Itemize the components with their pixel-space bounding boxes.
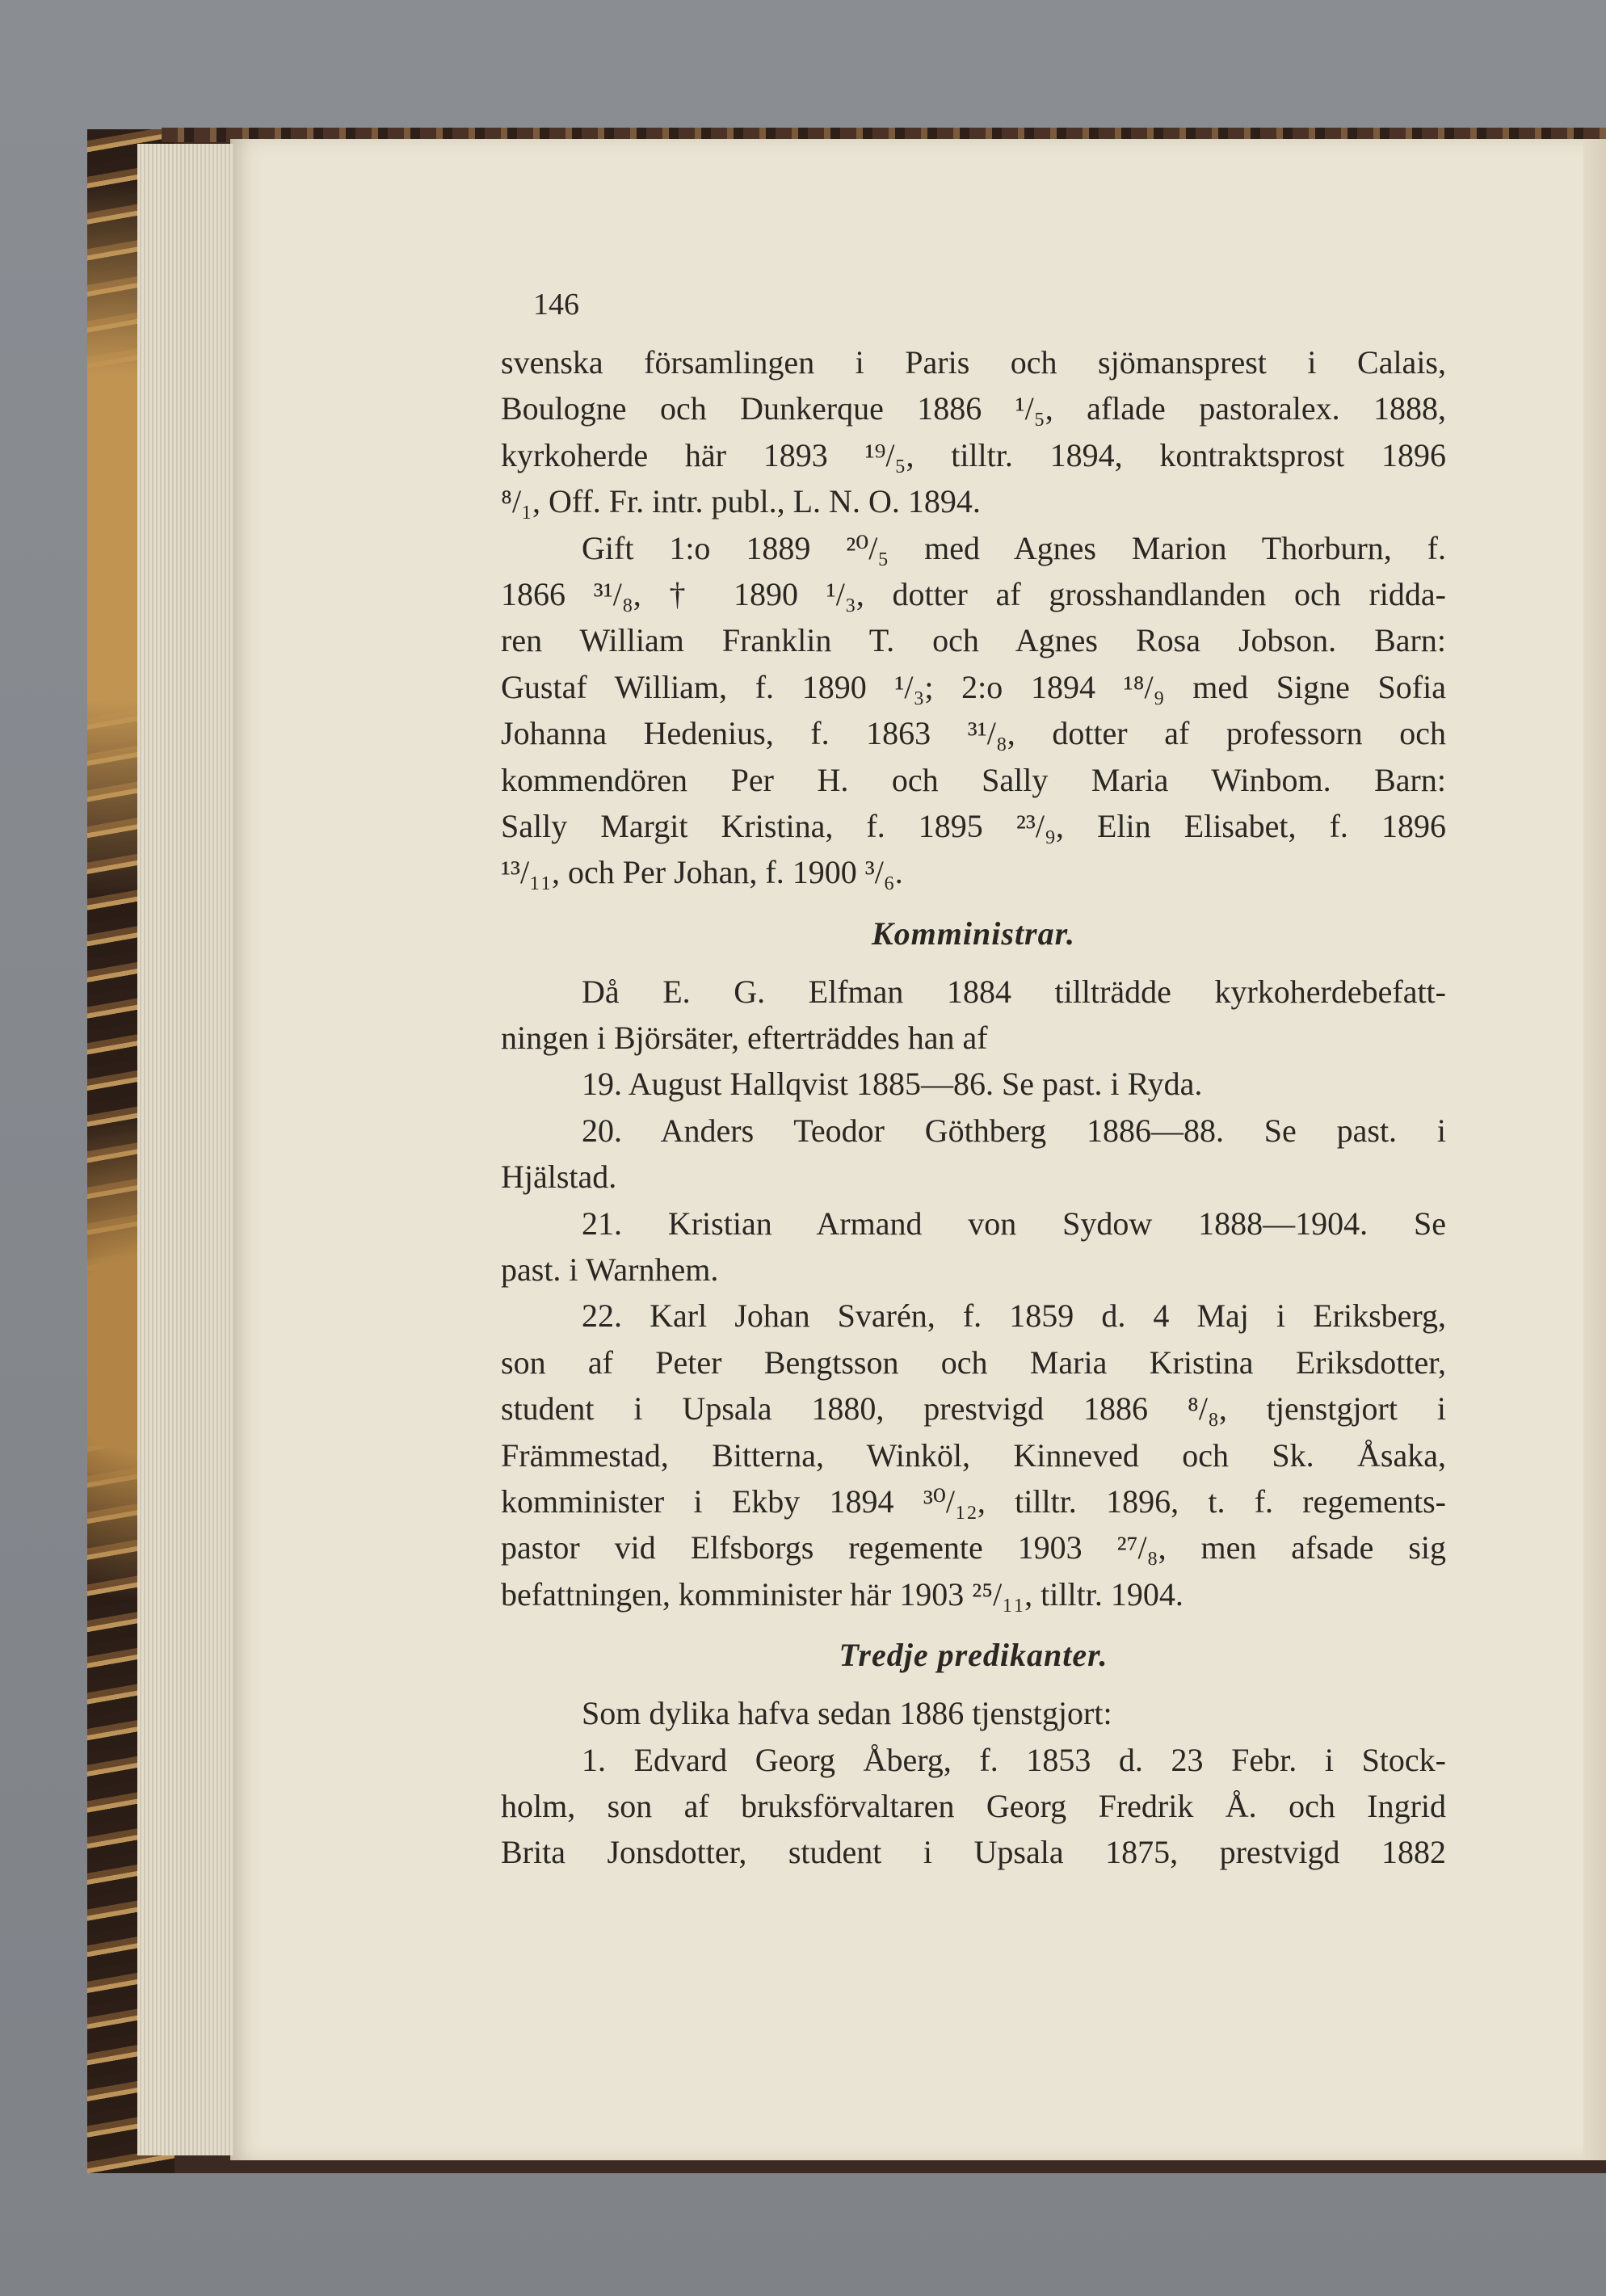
section-heading-komministrar: Komministrar. xyxy=(872,915,1075,952)
text-line: Gift 1:o 1889 ²⁰/₅ med Agnes Marion Thorburn, f. xyxy=(582,529,1446,566)
section-heading-tredje-predikanter: Tredje predikanter. xyxy=(839,1637,1108,1674)
text-line: 20. Anders Teodor Göthberg 1886—88. Se past. i xyxy=(582,1112,1446,1149)
text-line: ⁸/₁, Off. Fr. intr. publ., L. N. O. 1894. xyxy=(501,483,981,520)
text-line: Gustaf William, f. 1890 ¹/₃; 2:o 1894 ¹⁸/₉ med Signe Sofia xyxy=(501,668,1446,705)
text-line: ningen i Björsäter, efterträddes han af xyxy=(501,1020,988,1057)
entry-22 xyxy=(501,1293,1446,1617)
entry-21 xyxy=(501,1201,1446,1293)
entry-1 xyxy=(501,1737,1446,1876)
text-line: Johanna Hedenius, f. 1863 ³¹/₈, dotter af professorn och xyxy=(501,715,1446,752)
entry-19: 19. August Hallqvist 1885—86. Se past. i Ryda. xyxy=(582,1066,1203,1103)
text-line: Boulogne och Dunkerque 1886 ¹/₅, aflade pastoralex. 1888, xyxy=(501,390,1446,427)
paragraph-1 xyxy=(501,339,1446,525)
text-line: befattningen, komminister här 1903 ²⁵/₁₁, tilltr. 1904. xyxy=(501,1575,1183,1613)
text-line: 22. Karl Johan Svarén, f. 1859 d. 4 Maj i Eriksberg, xyxy=(582,1297,1446,1335)
facing-page-edge xyxy=(1583,139,1606,2160)
paragraph-3 xyxy=(501,969,1446,1062)
text-line: ren William Franklin T. och Agnes Rosa Jobson. Barn: xyxy=(501,622,1446,659)
text-line: svenska församlingen i Paris och sjömansprest i Calais, xyxy=(501,344,1446,381)
text-line: Brita Jonsdotter, student i Upsala 1875, prestvigd 1882 xyxy=(501,1834,1446,1871)
text-line: 1. Edvard Georg Åberg, f. 1853 d. 23 Febr. i Stock- xyxy=(582,1741,1446,1778)
text-line: Hjälstad. xyxy=(501,1159,617,1196)
text-line: komminister i Ekby 1894 ³⁰/₁₂, tilltr. 1896, t. f. regements- xyxy=(501,1482,1446,1520)
page-text xyxy=(501,339,1446,1876)
text-line: 1866 ³¹/₈, † 1890 ¹/₃, dotter af grosshandlanden och ridda- xyxy=(501,575,1446,612)
text-line: son af Peter Bengtsson och Maria Kristina Eriksdotter, xyxy=(501,1344,1446,1381)
text-line: student i Upsala 1880, prestvigd 1886 ⁸/₈, tjenstgjort i xyxy=(501,1390,1446,1428)
text-line: Främmestad, Bitterna, Winköl, Kinneved och Sk. Åsaka, xyxy=(501,1436,1446,1474)
paragraph-2 xyxy=(501,525,1446,896)
text-line: holm, son af bruksförvaltaren Georg Fredrik Å. och Ingrid xyxy=(501,1787,1446,1824)
text-line: past. i Warnhem. xyxy=(501,1251,719,1289)
text-line: pastor vid Elfsborgs regemente 1903 ²⁷/₈, men afsade sig xyxy=(501,1529,1446,1566)
text-line: ¹³/₁₁, och Per Johan, f. 1900 ³/₆. xyxy=(501,854,903,891)
text-line: 21. Kristian Armand von Sydow 1888—1904. Se xyxy=(582,1205,1446,1242)
text-line: Sally Margit Kristina, f. 1895 ²³/₉, Elin Elisabet, f. 1896 xyxy=(501,807,1446,844)
text-line: kyrkoherde här 1893 ¹⁹/₅, tilltr. 1894, kontraktsprost 1896 xyxy=(501,436,1446,473)
text-line: Då E. G. Elfman 1884 tillträdde kyrkoherdebefatt- xyxy=(582,973,1446,1010)
entry-20 xyxy=(501,1108,1446,1201)
text-line: kommendören Per H. och Sally Maria Winbom. Barn: xyxy=(501,761,1446,798)
paragraph-4: Som dylika hafva sedan 1886 tjenstgjort: xyxy=(582,1695,1112,1732)
page-number: 146 xyxy=(533,288,579,322)
page-stack-edge xyxy=(137,144,234,2155)
